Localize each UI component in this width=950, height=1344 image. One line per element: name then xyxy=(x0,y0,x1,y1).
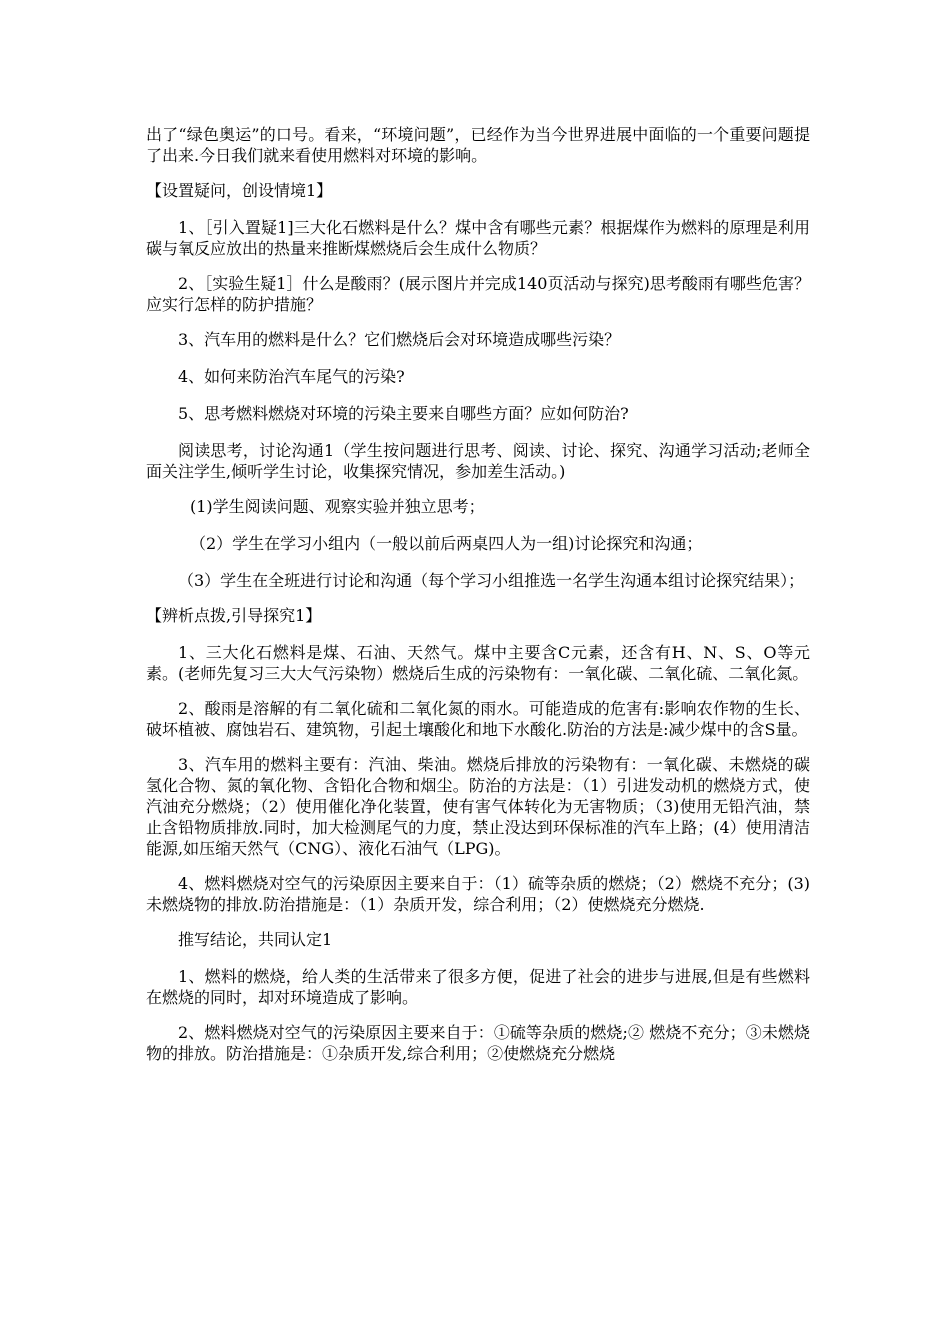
section-heading-analysis: 【辨析点拨,引导探究1】 xyxy=(146,606,322,625)
answer-1: 1、三大化石燃料是煤、石油、天然气。煤中主要含C元素，还含有H、N、S、O等元素。(老师先复习三大大气污染物）燃烧后生成的污染物有：一氧化碳、二氧化硫、二氧化氮。 xyxy=(146,643,810,683)
discussion-paragraph: 阅读思考，讨论沟通1（学生按问题进行思考、阅读、讨论、探究、沟通学习活动;老师全面关注学生,倾听学生讨论，收集探究情况，参加差生活动。) xyxy=(146,441,810,481)
discussion-step-1: (1)学生阅读问题、观察实验并独立思考； xyxy=(190,497,485,516)
question-3: 3、汽车用的燃料是什么？它们燃烧后会对环境造成哪些污染？ xyxy=(178,330,621,349)
answer-4: 4、燃料燃烧对空气的污染原因主要来自于：（1）硫等杂质的燃烧；（2）燃烧不充分；(3)未燃烧物的排放.防治措施是：（1）杂质开发，综合利用；（2）使燃烧充分燃烧. xyxy=(146,874,810,914)
discussion-step-3: （3）学生在全班进行讨论和沟通（每个学习小组推选一名学生沟通本组讨论探究结果）； xyxy=(178,571,805,590)
question-2: 2、［实验生疑1］什么是酸雨？(展示图片并完成140页活动与探究)思考酸雨有哪些危害？应实行怎样的防护措施？ xyxy=(146,274,810,314)
discussion-step-2: （2）学生在学习小组内（一般以前后两桌四人为一组)讨论探究和沟通； xyxy=(190,534,703,553)
intro-paragraph: 出了“绿色奥运”的口号。看来，“环境问题”，已经作为当今世界进展中面临的一个重要问题提了出来.今日我们就来看使用燃料对环境的影响。 xyxy=(146,125,810,165)
conclusion-1: 1、燃料的燃烧，给人类的生活带来了很多方便，促进了社会的进步与进展,但是有些燃料在燃烧的同时，却对环境造成了影响。 xyxy=(146,967,810,1007)
answer-2: 2、酸雨是溶解的有二氧化硫和二氧化氮的雨水。可能造成的危害有:影响农作物的生长、破坏植被、腐蚀岩石、建筑物，引起土壤酸化和地下水酸化.防治的方法是:减少煤中的含S量。 xyxy=(146,699,810,739)
question-4: 4、如何来防治汽车尾气的污染? xyxy=(178,367,405,386)
section-heading-questions: 【设置疑问，创设情境1】 xyxy=(146,181,333,200)
question-1: 1、［引入置疑1]三大化石燃料是什么？煤中含有哪些元素？根据煤作为燃料的原理是利用碳与氧反应放出的热量来推断煤燃烧后会生成什么物质？ xyxy=(146,218,810,258)
section-heading-conclusion: 推写结论，共同认定1 xyxy=(178,930,333,949)
conclusion-2: 2、燃料燃烧对空气的污染原因主要来自于：①硫等杂质的燃烧;② 燃烧不充分；③未燃烧物的排放。防治措施是：①杂质开发,综合利用；②使燃烧充分燃烧 xyxy=(146,1023,810,1063)
answer-3: 3、汽车用的燃料主要有：汽油、柴油。燃烧后排放的污染物有：一氧化碳、未燃烧的碳氢化合物、氮的氧化物、含铅化合物和烟尘。防治的方法是：（1）引进发动机的燃烧方式，使汽油充分燃烧；（2）使用催化净化装置，使有害气体转化为无害物质；（3)使用无铅汽油，禁止含铅物质排放.同时，加大检测尾气的力度，禁止没达到环保标准的汽车上路；(4）使用清洁能源,如压缩天然气（CNG）、液化石油气（LPG)。 xyxy=(146,755,810,858)
document-body xyxy=(146,124,810,1078)
question-5: 5、思考燃料燃烧对环境的污染主要来自哪些方面？应如何防治? xyxy=(178,404,629,423)
